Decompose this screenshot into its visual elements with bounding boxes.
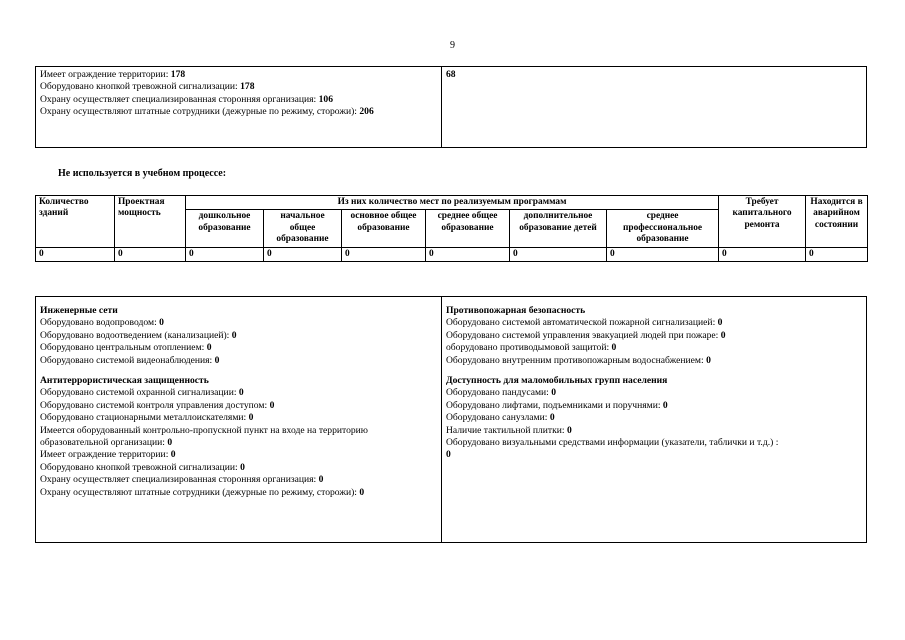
item-label: Оборудовано санузлами: bbox=[446, 412, 548, 424]
item-label: Оборудовано пандусами: bbox=[446, 387, 549, 399]
item-label: Наличие тактильной плитки: bbox=[446, 424, 565, 436]
list-item bbox=[40, 317, 437, 329]
list-item bbox=[446, 355, 862, 367]
page-number: 9 bbox=[450, 40, 455, 51]
col-header-emergency: Находится в аварийном состоянии bbox=[806, 196, 868, 248]
antiterror-title: Антитеррористическая защищенность bbox=[40, 375, 209, 387]
item-value: 0 bbox=[717, 317, 723, 329]
list-item bbox=[40, 355, 437, 367]
col-header-secondary: среднее общее образование bbox=[426, 210, 510, 247]
item-label: Имеет ограждение территории: bbox=[40, 449, 169, 461]
table-cell: 0 bbox=[806, 247, 868, 261]
col-header-capacity: Проектная мощность bbox=[115, 196, 186, 248]
col-header-programs-group: Из них количество мест по реализуемым программам bbox=[186, 196, 719, 210]
summary-value: 206 bbox=[359, 106, 374, 118]
item-label: Оборудовано визуальными средствами информации (указатели, таблички и т.д.) : bbox=[446, 437, 779, 449]
programs-table bbox=[35, 195, 868, 262]
list-item bbox=[40, 330, 437, 342]
col-header-repair: Требует капитального ремонта bbox=[719, 196, 806, 248]
table-cell: 0 bbox=[719, 247, 806, 261]
item-value: 0 bbox=[238, 387, 244, 399]
item-value: 0 bbox=[159, 317, 164, 329]
summary-value: 178 bbox=[240, 81, 255, 93]
item-value: 0 bbox=[248, 412, 254, 424]
item-label: Имеется оборудованный контрольно-пропускной пункт на входе на территорию образовательной организации: bbox=[40, 424, 368, 449]
table-cell: 0 bbox=[342, 247, 426, 261]
list-item bbox=[40, 400, 437, 412]
col-header-additional: дополнительное образование детей bbox=[510, 210, 607, 247]
table-cell: 0 bbox=[186, 247, 264, 261]
item-value: 0 bbox=[446, 449, 451, 461]
summary-right-value: 68 bbox=[446, 69, 456, 80]
table-cell: 0 bbox=[36, 247, 115, 261]
table-cell: 0 bbox=[607, 247, 719, 261]
list-item bbox=[40, 387, 437, 399]
security-summary-right bbox=[442, 67, 866, 147]
item-label: Оборудовано водоотведением (канализацией): bbox=[40, 329, 230, 341]
list-item bbox=[446, 425, 862, 437]
facility-details-box bbox=[35, 296, 867, 543]
list-item bbox=[40, 342, 437, 354]
summary-label: Охрану осуществляют штатные сотрудники (дежурные по режиму, сторожи): bbox=[40, 106, 357, 118]
item-value: 0 bbox=[359, 486, 365, 498]
item-label: Оборудовано водопроводом: bbox=[40, 317, 157, 329]
item-value: 0 bbox=[611, 342, 617, 354]
item-label: Охрану осуществляют штатные сотрудники (дежурные по режиму, сторожи): bbox=[40, 486, 357, 498]
item-label: Оборудовано системой охранной сигнализации: bbox=[40, 387, 237, 399]
item-value: 0 bbox=[206, 342, 212, 354]
table-row bbox=[36, 247, 868, 261]
facility-details-left bbox=[36, 297, 442, 542]
item-label: оборудовано противодымовой защитой: bbox=[446, 342, 610, 354]
item-label: Оборудовано центральным отоплением: bbox=[40, 342, 205, 354]
summary-line-alarm-button bbox=[40, 81, 437, 93]
item-label: Оборудовано внутренним противопожарным водоснабжением: bbox=[446, 354, 704, 366]
summary-line-external-guard bbox=[40, 94, 437, 106]
col-header-buildings: Количество зданий bbox=[36, 196, 115, 248]
col-header-primary: начальное общее образование bbox=[264, 210, 342, 247]
summary-label: Охрану осуществляет специализированная сторонняя организация: bbox=[40, 93, 317, 105]
facility-details-right bbox=[442, 297, 866, 542]
item-label: Оборудовано системой контроля управления доступом: bbox=[40, 399, 268, 411]
list-item bbox=[446, 342, 862, 354]
item-value: 0 bbox=[240, 461, 245, 473]
item-label: Оборудовано стационарными металлоискателями: bbox=[40, 412, 247, 424]
list-item bbox=[40, 412, 437, 424]
list-item bbox=[40, 474, 437, 486]
fire-safety-title: Противопожарная безопасность bbox=[446, 305, 586, 316]
col-header-basic: основное общее образование bbox=[342, 210, 426, 247]
col-header-vocational: среднее профессиональное образование bbox=[607, 210, 719, 247]
item-value: 0 bbox=[566, 424, 572, 436]
item-value: 0 bbox=[318, 474, 324, 486]
list-item bbox=[40, 449, 437, 461]
item-label: Охрану осуществляет специализированная сторонняя организация: bbox=[40, 474, 317, 486]
col-header-preschool: дошкольное образование bbox=[186, 210, 264, 247]
engineering-title: Инженерные сети bbox=[40, 305, 118, 316]
item-value: 0 bbox=[269, 399, 275, 411]
table-cell: 0 bbox=[426, 247, 510, 261]
summary-label: Имеет ограждение территории: bbox=[40, 69, 169, 80]
security-summary-box bbox=[35, 66, 867, 148]
item-value: 0 bbox=[662, 399, 668, 411]
accessibility-title: Доступность для маломобильных групп населения bbox=[446, 375, 668, 387]
summary-value: 106 bbox=[318, 93, 334, 105]
list-item bbox=[446, 317, 862, 329]
item-value: 0 bbox=[231, 329, 237, 341]
item-label: Оборудовано лифтами, подъемниками и поручнями: bbox=[446, 399, 661, 411]
item-value: 0 bbox=[551, 387, 557, 399]
list-item bbox=[446, 437, 862, 462]
list-item bbox=[40, 487, 437, 499]
list-item bbox=[446, 330, 862, 342]
summary-value: 178 bbox=[170, 69, 186, 80]
item-label: Оборудовано кнопкой тревожной сигнализации: bbox=[40, 461, 238, 473]
table-cell: 0 bbox=[264, 247, 342, 261]
table-header-row bbox=[36, 196, 868, 210]
item-label: Оборудовано системой автоматической пожарной сигнализацией: bbox=[446, 317, 716, 329]
list-item bbox=[446, 400, 862, 412]
item-value: 0 bbox=[167, 437, 173, 449]
item-value: 0 bbox=[214, 354, 220, 366]
item-value: 0 bbox=[720, 329, 726, 341]
list-item bbox=[40, 425, 437, 450]
summary-label: Оборудовано кнопкой тревожной сигнализации: bbox=[40, 81, 238, 93]
item-value: 0 bbox=[549, 412, 555, 424]
item-value: 0 bbox=[170, 449, 176, 461]
summary-line-staff-guard bbox=[40, 106, 437, 118]
table-cell: 0 bbox=[510, 247, 607, 261]
list-item bbox=[40, 462, 437, 474]
item-value: 0 bbox=[706, 354, 711, 366]
table-cell: 0 bbox=[115, 247, 186, 261]
section-title: Не используется в учебном процессе: bbox=[58, 168, 227, 179]
list-item bbox=[446, 412, 862, 424]
security-summary-left bbox=[36, 67, 442, 147]
summary-line-fence bbox=[40, 69, 437, 81]
list-item bbox=[446, 387, 862, 399]
item-label: Оборудовано системой видеонаблюдения: bbox=[40, 354, 213, 366]
item-label: Оборудовано системой управления эвакуацией людей при пожаре: bbox=[446, 329, 719, 341]
